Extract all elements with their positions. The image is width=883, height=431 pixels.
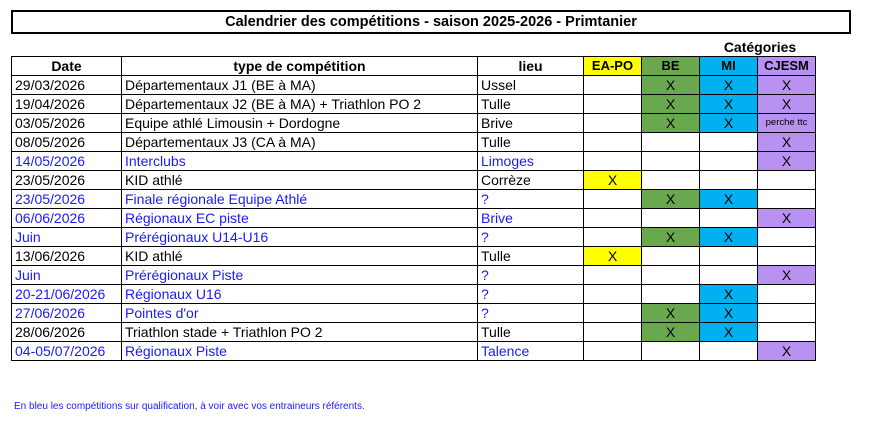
cell-mi bbox=[700, 266, 758, 285]
cell-date: Juin bbox=[12, 266, 122, 285]
column-header-type: type de compétition bbox=[122, 57, 478, 76]
column-header-mi: MI bbox=[700, 57, 758, 76]
cell-be bbox=[642, 247, 700, 266]
cell-date: 29/03/2026 bbox=[12, 76, 122, 95]
table-row bbox=[12, 266, 816, 285]
cell-eapo bbox=[584, 342, 642, 361]
cell-lieu: Brive bbox=[478, 209, 584, 228]
cell-type: Régionaux Piste bbox=[122, 342, 478, 361]
column-header-cjesm: CJESM bbox=[758, 57, 816, 76]
cell-cjesm bbox=[758, 228, 816, 247]
table-row bbox=[12, 133, 816, 152]
cell-be: X bbox=[642, 228, 700, 247]
cell-type: Régionaux U16 bbox=[122, 285, 478, 304]
cell-cjesm: X bbox=[758, 266, 816, 285]
cell-date: 03/05/2026 bbox=[12, 114, 122, 133]
cell-date: 20-21/06/2026 bbox=[12, 285, 122, 304]
cell-type: Finale régionale Equipe Athlé bbox=[122, 190, 478, 209]
cell-eapo bbox=[584, 114, 642, 133]
cell-date: 13/06/2026 bbox=[12, 247, 122, 266]
cell-type: Interclubs bbox=[122, 152, 478, 171]
cell-mi bbox=[700, 171, 758, 190]
cell-eapo bbox=[584, 304, 642, 323]
cell-type: Départementaux J1 (BE à MA) bbox=[122, 76, 478, 95]
table-row bbox=[12, 209, 816, 228]
cell-be bbox=[642, 133, 700, 152]
cell-cjesm: X bbox=[758, 342, 816, 361]
cell-eapo: X bbox=[584, 247, 642, 266]
cell-date: 04-05/07/2026 bbox=[12, 342, 122, 361]
cell-be: X bbox=[642, 76, 700, 95]
table-row bbox=[12, 152, 816, 171]
table-row bbox=[12, 304, 816, 323]
competition-calendar-table bbox=[11, 56, 816, 361]
cell-eapo: X bbox=[584, 171, 642, 190]
cell-type: Départementaux J3 (CA à MA) bbox=[122, 133, 478, 152]
cell-date: 08/05/2026 bbox=[12, 133, 122, 152]
cell-cjesm bbox=[758, 323, 816, 342]
cell-eapo bbox=[584, 152, 642, 171]
cell-mi bbox=[700, 342, 758, 361]
column-header-eapo: EA-PO bbox=[584, 57, 642, 76]
table-row bbox=[12, 190, 816, 209]
cell-be: X bbox=[642, 304, 700, 323]
cell-cjesm: X bbox=[758, 133, 816, 152]
cell-lieu: Tulle bbox=[478, 247, 584, 266]
cell-cjesm: perche ttc bbox=[758, 114, 816, 133]
cell-date: 23/05/2026 bbox=[12, 190, 122, 209]
table-row bbox=[12, 247, 816, 266]
cell-cjesm: X bbox=[758, 209, 816, 228]
cell-mi: X bbox=[700, 95, 758, 114]
cell-lieu: ? bbox=[478, 228, 584, 247]
cell-date: 27/06/2026 bbox=[12, 304, 122, 323]
cell-mi bbox=[700, 247, 758, 266]
cell-lieu: Brive bbox=[478, 114, 584, 133]
cell-type: KID athlé bbox=[122, 171, 478, 190]
cell-be bbox=[642, 342, 700, 361]
cell-be bbox=[642, 285, 700, 304]
cell-lieu: Ussel bbox=[478, 76, 584, 95]
cell-eapo bbox=[584, 190, 642, 209]
cell-date: 23/05/2026 bbox=[12, 171, 122, 190]
table-row bbox=[12, 342, 816, 361]
cell-mi: X bbox=[700, 114, 758, 133]
table-row bbox=[12, 114, 816, 133]
cell-type: Départementaux J2 (BE à MA) + Triathlon PO 2 bbox=[122, 95, 478, 114]
cell-cjesm bbox=[758, 304, 816, 323]
cell-eapo bbox=[584, 95, 642, 114]
cell-be: X bbox=[642, 114, 700, 133]
cell-lieu: Tulle bbox=[478, 323, 584, 342]
page-title: Calendrier des compétitions - saison 2025-2026 - Primtanier bbox=[11, 10, 851, 34]
cell-be: X bbox=[642, 95, 700, 114]
cell-eapo bbox=[584, 266, 642, 285]
cell-mi bbox=[700, 209, 758, 228]
column-header-lieu: lieu bbox=[478, 57, 584, 76]
cell-lieu: Tulle bbox=[478, 95, 584, 114]
cell-lieu: Corrèze bbox=[478, 171, 584, 190]
cell-lieu: Talence bbox=[478, 342, 584, 361]
table-header-row bbox=[12, 57, 816, 76]
cell-mi: X bbox=[700, 304, 758, 323]
categories-header: Catégories bbox=[723, 39, 797, 55]
cell-date: 28/06/2026 bbox=[12, 323, 122, 342]
cell-eapo bbox=[584, 228, 642, 247]
cell-type: Régionaux EC piste bbox=[122, 209, 478, 228]
cell-eapo bbox=[584, 323, 642, 342]
cell-cjesm: X bbox=[758, 152, 816, 171]
table-row bbox=[12, 95, 816, 114]
cell-date: 14/05/2026 bbox=[12, 152, 122, 171]
cell-mi: X bbox=[700, 228, 758, 247]
cell-type: Prérégionaux Piste bbox=[122, 266, 478, 285]
column-header-be: BE bbox=[642, 57, 700, 76]
cell-be bbox=[642, 171, 700, 190]
cell-be: X bbox=[642, 190, 700, 209]
table-row bbox=[12, 171, 816, 190]
cell-mi bbox=[700, 152, 758, 171]
cell-date: 19/04/2026 bbox=[12, 95, 122, 114]
cell-cjesm bbox=[758, 171, 816, 190]
cell-eapo bbox=[584, 133, 642, 152]
cell-lieu: ? bbox=[478, 266, 584, 285]
cell-eapo bbox=[584, 285, 642, 304]
cell-mi bbox=[700, 133, 758, 152]
cell-lieu: ? bbox=[478, 304, 584, 323]
column-header-date: Date bbox=[12, 57, 122, 76]
cell-lieu: Tulle bbox=[478, 133, 584, 152]
cell-mi: X bbox=[700, 285, 758, 304]
cell-type: KID athlé bbox=[122, 247, 478, 266]
table-row bbox=[12, 285, 816, 304]
cell-mi: X bbox=[700, 323, 758, 342]
cell-type: Pointes d'or bbox=[122, 304, 478, 323]
cell-date: 06/06/2026 bbox=[12, 209, 122, 228]
cell-cjesm bbox=[758, 190, 816, 209]
table-row bbox=[12, 76, 816, 95]
cell-cjesm: X bbox=[758, 76, 816, 95]
cell-cjesm bbox=[758, 285, 816, 304]
table-row bbox=[12, 323, 816, 342]
cell-type: Equipe athlé Limousin + Dordogne bbox=[122, 114, 478, 133]
cell-type: Prérégionaux U14-U16 bbox=[122, 228, 478, 247]
cell-date: Juin bbox=[12, 228, 122, 247]
cell-mi: X bbox=[700, 76, 758, 95]
cell-lieu: ? bbox=[478, 190, 584, 209]
cell-cjesm bbox=[758, 247, 816, 266]
cell-be: X bbox=[642, 323, 700, 342]
cell-eapo bbox=[584, 209, 642, 228]
table-row bbox=[12, 228, 816, 247]
cell-lieu: ? bbox=[478, 285, 584, 304]
cell-eapo bbox=[584, 76, 642, 95]
cell-be bbox=[642, 209, 700, 228]
cell-be bbox=[642, 152, 700, 171]
cell-type: Triathlon stade + Triathlon PO 2 bbox=[122, 323, 478, 342]
cell-be bbox=[642, 266, 700, 285]
cell-lieu: Limoges bbox=[478, 152, 584, 171]
cell-mi: X bbox=[700, 190, 758, 209]
cell-cjesm: X bbox=[758, 95, 816, 114]
footnote: En bleu les compétitions sur qualification, à voir avec vos entraineurs référents. bbox=[14, 401, 365, 412]
